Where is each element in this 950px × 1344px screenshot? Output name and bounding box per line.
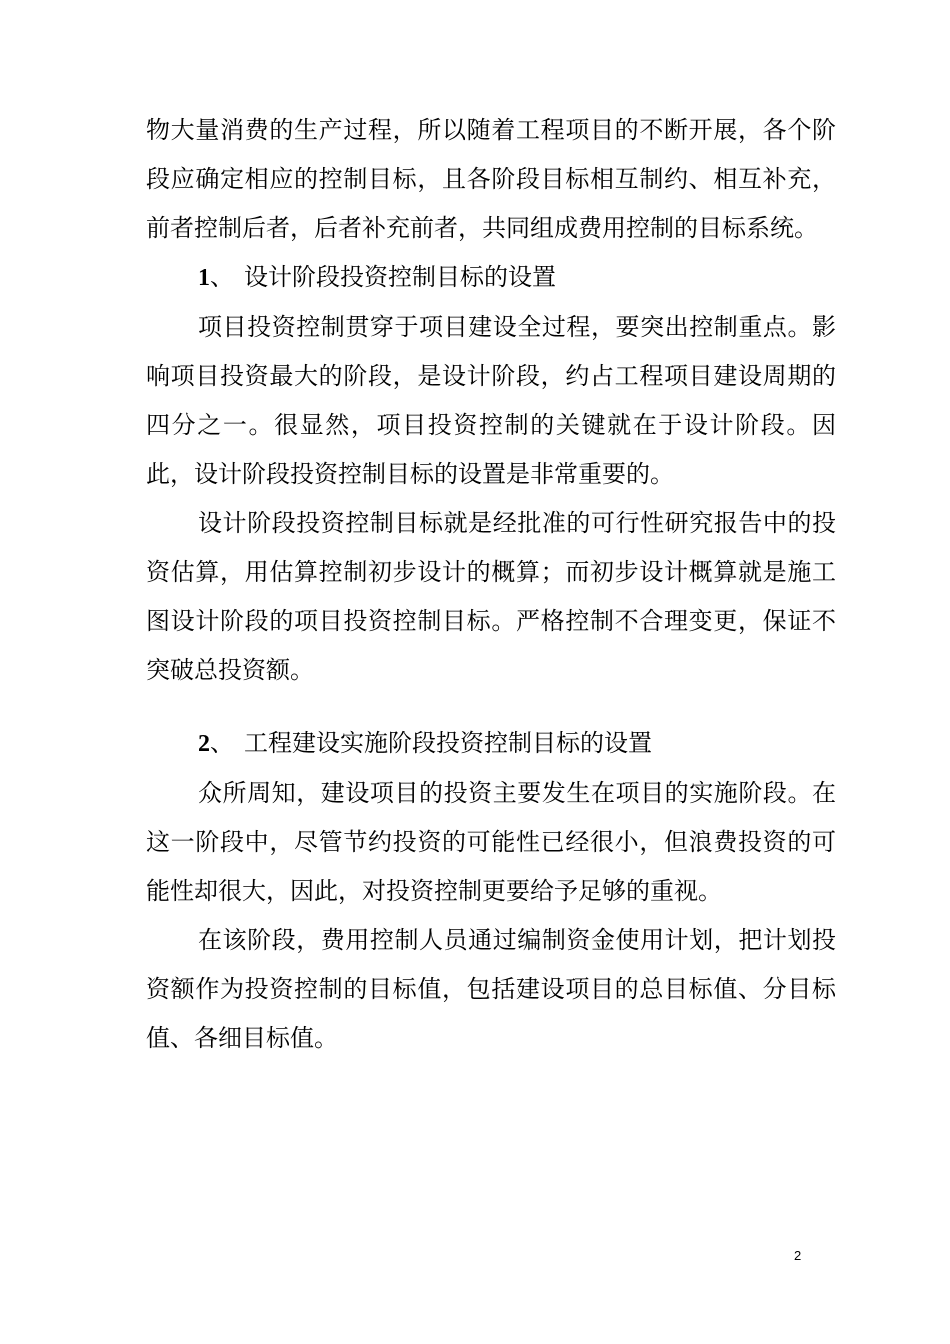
paragraph-continuation: 物大量消费的生产过程，所以随着工程项目的不断开展，各个阶段应确定相应的控制目标，且各阶段目标相互制约、相互补充，前者控制后者，后者补充前者，共同组成费用控制的目标系统。 (146, 116, 836, 242)
paragraph: 设计阶段投资控制目标就是经批准的可行性研究报告中的投资估算，用估算控制初步设计的概算；而初步设计概算就是施工图设计阶段的项目投资控制目标。严格控制不合理变更，保证不突破总投资额。 (146, 509, 836, 684)
section-heading-2 (146, 719, 836, 769)
section-number: 1 (198, 265, 210, 291)
section-title: 设计阶段投资控制目标的设置 (244, 263, 556, 291)
section-separator: 、 (210, 263, 234, 291)
paragraph: 众所周知，建设项目的投资主要发生在项目的实施阶段。在这一阶段中，尽管节约投资的可能性已经很小，但浪费投资的可能性却很大，因此，对投资控制更要给予足够的重视。 (146, 779, 836, 905)
paragraph: 项目投资控制贯穿于项目建设全过程，要突出控制重点。影响项目投资最大的阶段，是设计阶段，约占工程项目建设周期的四分之一。很显然，项目投资控制的关键就在于设计阶段。因此，设计阶段投资控制目标的设置是非常重要的。 (146, 313, 836, 488)
document-body (146, 106, 836, 1063)
paragraph: 在该阶段，费用控制人员通过编制资金使用计划，把计划投资额作为投资控制的目标值，包括建设项目的总目标值、分目标值、各细目标值。 (146, 926, 836, 1052)
page-number: 2 (794, 1248, 802, 1263)
section-heading-1 (146, 253, 836, 303)
section-title: 工程建设实施阶段投资控制目标的设置 (244, 729, 652, 757)
section-number: 2 (198, 731, 210, 757)
section-separator: 、 (210, 729, 234, 757)
